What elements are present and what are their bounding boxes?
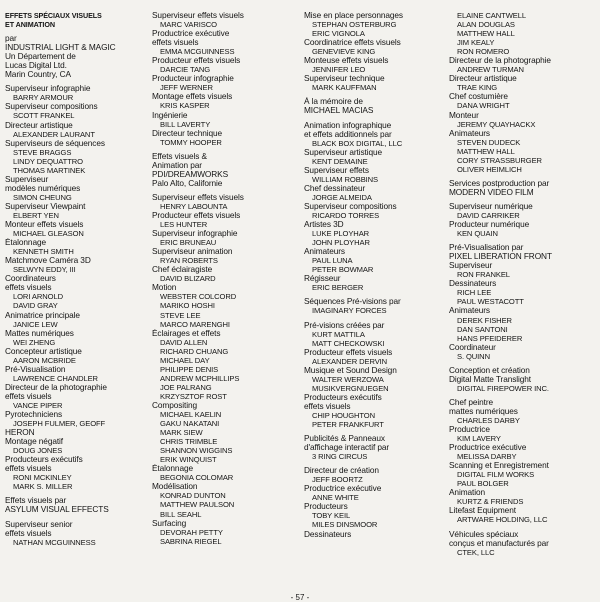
credit-role: Superviseur compositions bbox=[304, 201, 397, 211]
section-heading: ET ANIMATION bbox=[5, 20, 55, 30]
credit-role: Dessinateurs bbox=[304, 529, 352, 539]
credit-role: Chef peintre bbox=[449, 397, 493, 407]
credit-name: IMAGINARY FORCES bbox=[312, 306, 387, 316]
credit-name: DAVID BLIZARD bbox=[160, 274, 216, 284]
credit-name: MATTHEW HALL bbox=[457, 146, 515, 156]
credit-role: Animatrice principale bbox=[5, 310, 80, 320]
credit-name: TRAE KING bbox=[457, 83, 498, 93]
credit-text: MODERN VIDEO FILM bbox=[449, 187, 534, 197]
credit-role: Motion bbox=[152, 283, 177, 293]
credit-role: Producteurs exécutifs bbox=[304, 392, 382, 402]
credit-name: MARC VARISCO bbox=[160, 20, 217, 30]
credit-name: ALEXANDER DERVIN bbox=[312, 356, 388, 366]
credit-name: SIMON CHEUNG bbox=[13, 192, 72, 202]
credit-role: Producteurs exécutifs bbox=[5, 455, 83, 465]
credit-name: WALTER WERZOWA bbox=[312, 374, 384, 384]
credit-name: JENNIFER LEO bbox=[312, 65, 366, 75]
credit-role: effets visuels bbox=[304, 401, 351, 411]
credit-name: MILES DINSMOOR bbox=[312, 520, 378, 530]
credit-name: RICH LEE bbox=[457, 288, 492, 298]
credit-name: ERIC VIGNOLA bbox=[312, 29, 365, 39]
credit-name: MUSIKVERGNUEGEN bbox=[312, 383, 389, 393]
credit-role: effets visuels bbox=[5, 528, 52, 538]
credit-role: Régisseur bbox=[304, 274, 341, 284]
credit-role: Montage effets visuels bbox=[152, 92, 233, 102]
credit-role: modèles numériques bbox=[5, 183, 81, 193]
credit-name: KRZYSZTOF ROST bbox=[160, 391, 227, 401]
credit-name: BARRY ARMOUR bbox=[13, 93, 74, 103]
credit-name: PETER BOWMAR bbox=[312, 265, 374, 275]
credit-name: S. QUINN bbox=[457, 351, 490, 361]
credit-text: MICHAEL MACIAS bbox=[304, 106, 374, 116]
credit-name: PAUL BOLGER bbox=[457, 479, 509, 489]
credit-role: effets visuels bbox=[152, 38, 199, 48]
credit-role: effets visuels bbox=[5, 391, 52, 401]
credit-role: Dessinateurs bbox=[449, 279, 497, 289]
credit-name: PETER FRANKFURT bbox=[312, 420, 384, 430]
credit-role: Pré-Visualisation bbox=[5, 364, 66, 374]
credit-role: Superviseur infographie bbox=[5, 84, 91, 94]
credit-role: Musique et Sound Design bbox=[304, 365, 397, 375]
credit-role: Pyrotechniciens bbox=[5, 410, 63, 420]
credit-role: Productrice bbox=[449, 425, 490, 435]
credit-role: Monteur effets visuels bbox=[5, 220, 84, 230]
credit-name: DEVORAH PETTY bbox=[160, 527, 223, 537]
credit-name: JOSEPH FULMER, GEOFF bbox=[13, 419, 106, 429]
credit-role: Chef dessinateur bbox=[304, 183, 366, 193]
credit-role: Animateurs bbox=[449, 306, 490, 316]
credit-name: MARCO MARENGHI bbox=[160, 319, 230, 329]
credit-name: MICHAEL DAY bbox=[160, 355, 210, 365]
credit-name: DANA WRIGHT bbox=[457, 101, 510, 111]
credit-name: CHRIS TRIMBLE bbox=[160, 437, 218, 447]
credit-name: 3 RING CIRCUS bbox=[312, 452, 368, 462]
credit-name: DIGITAL FIREPOWER INC. bbox=[457, 383, 549, 393]
credit-role: Superviseur effets visuels bbox=[152, 192, 244, 202]
credit-name: ARTWARE HOLDING, LLC bbox=[457, 515, 548, 525]
credit-name: ERIC BERGER bbox=[312, 283, 364, 293]
credit-role: Producteur effets visuels bbox=[152, 210, 241, 220]
credit-name: DAVID GRAY bbox=[13, 301, 58, 311]
credit-role: Productrice exécutive bbox=[449, 443, 527, 453]
credit-role: Producteur effets visuels bbox=[152, 56, 241, 66]
credit-role: Animateurs bbox=[449, 128, 490, 138]
credit-name: MARK SIEW bbox=[160, 428, 203, 438]
credit-role: Ingénierie bbox=[152, 110, 188, 120]
credit-role: Directeur de la photographie bbox=[449, 56, 551, 66]
credit-role: Superviseur bbox=[449, 261, 493, 271]
credit-role: Superviseur infographie bbox=[152, 229, 238, 239]
credit-name: JEFF WERNER bbox=[160, 83, 213, 93]
credit-name: MARK S. MILLER bbox=[13, 482, 73, 492]
credit-name: BEGONIA COLOMAR bbox=[160, 473, 234, 483]
credit-name: RICARDO TORRES bbox=[312, 210, 380, 220]
credit-role: Artistes 3D bbox=[304, 220, 344, 230]
credit-name: JEREMY QUAYHACKX bbox=[457, 119, 536, 129]
credit-name: TOBY KEIL bbox=[312, 511, 351, 521]
credit-role: Éclairages et effets bbox=[152, 328, 221, 338]
credit-role: Superviseur Viewpaint bbox=[5, 201, 86, 211]
credit-name: GAKU NAKATANI bbox=[160, 419, 220, 429]
credit-role: Superviseur effets visuels bbox=[152, 11, 244, 20]
credit-role: Effets visuels & bbox=[152, 151, 207, 161]
credit-name: MARK KAUFFMAN bbox=[312, 83, 377, 93]
credit-name: MELISSA DARBY bbox=[457, 452, 517, 462]
credit-name: BILL SEAHL bbox=[160, 509, 202, 519]
credit-name: RONI MCKINLEY bbox=[13, 473, 72, 483]
credit-name: WILLIAM ROBBINS bbox=[312, 174, 379, 184]
credits-column-1 bbox=[5, 11, 147, 547]
credit-role: Matchmove Caméra 3D bbox=[5, 256, 91, 266]
credit-name: AARON MCBRIDE bbox=[13, 355, 76, 365]
credit-name: ELAINE CANTWELL bbox=[457, 11, 526, 20]
credit-name: RON ROMERO bbox=[457, 47, 510, 57]
credit-role: Superviseurs de séquences bbox=[5, 138, 105, 148]
credit-name: ANDREW TURMAN bbox=[457, 65, 524, 75]
credit-role: Publicités & Panneaux bbox=[304, 434, 385, 444]
credit-role: Coordinateur bbox=[449, 342, 496, 352]
credit-role: Productrice exécutive bbox=[152, 29, 230, 39]
credit-text: Lucas Digital Ltd. bbox=[5, 61, 67, 71]
credit-role: conçus et manufacturés par bbox=[449, 538, 549, 548]
credit-role: Productrice exécutive bbox=[304, 484, 382, 494]
credit-role: Pré-Visualisation par bbox=[449, 243, 524, 253]
credit-text: Un Département de bbox=[5, 52, 76, 62]
credit-role: Pré-visions créées par bbox=[304, 320, 385, 330]
credit-role: Superviseur effets bbox=[304, 165, 369, 175]
credit-name: ERIC BRUNEAU bbox=[160, 238, 217, 248]
credit-role: Chef éclairagiste bbox=[152, 265, 213, 275]
credit-role: Chef costumière bbox=[449, 92, 508, 102]
credit-name: DAVID CARRIKER bbox=[457, 210, 520, 220]
credit-role: et effets additionnels par bbox=[304, 129, 392, 139]
credit-role: Superviseur technique bbox=[304, 74, 385, 84]
credit-name: ANNE WHITE bbox=[312, 493, 359, 503]
credit-name: HENRY LABOUNTA bbox=[160, 201, 228, 211]
credit-role: Animation par bbox=[152, 160, 202, 170]
credit-name: KEN QUAIN bbox=[457, 229, 498, 239]
credit-role: Coordinateurs bbox=[5, 274, 56, 284]
credit-name: SHANNON WIGGINS bbox=[160, 446, 233, 456]
credit-text: par bbox=[5, 34, 17, 44]
credit-name: BLACK BOX DIGITAL, LLC bbox=[312, 138, 403, 148]
credit-name: DEREK FISHER bbox=[457, 315, 512, 325]
credit-role: Séquences Pré-visions par bbox=[304, 297, 401, 307]
credit-role: Directeur de la photographie bbox=[5, 382, 107, 392]
credit-text: Palo Alto, Californie bbox=[152, 178, 223, 188]
credit-name: GENEVIEVE KING bbox=[312, 47, 376, 57]
credit-role: Superviseur bbox=[5, 174, 49, 184]
credit-name: JOHN PLOYHAR bbox=[312, 238, 370, 248]
credit-name: DIGITAL FILM WORKS bbox=[457, 470, 535, 480]
credit-name: JIM KEALY bbox=[457, 38, 495, 48]
credit-name: BILL LAVERTY bbox=[160, 119, 211, 129]
credit-name: DAN SANTONI bbox=[457, 324, 508, 334]
credit-role: Directeur de création bbox=[304, 466, 379, 476]
credit-role: Superviseur compositions bbox=[5, 102, 98, 112]
credit-text: HERON bbox=[5, 428, 35, 438]
credit-name: JOE PALRANG bbox=[160, 382, 212, 392]
credit-name: MATT CHECKOWSKI bbox=[312, 338, 385, 348]
credit-name: KENT DEMAINE bbox=[312, 156, 368, 166]
credit-name: STEVE LEE bbox=[160, 310, 201, 320]
credit-name: SCOTT FRANKEL bbox=[13, 111, 75, 121]
credit-text: INDUSTRIAL LIGHT & MAGIC bbox=[5, 43, 116, 53]
credit-name: RON FRANKEL bbox=[457, 270, 510, 280]
credit-name: WEI ZHENG bbox=[13, 337, 56, 347]
credit-name: NATHAN MCGUINNESS bbox=[13, 537, 96, 547]
credit-role: Producteurs bbox=[304, 502, 348, 512]
credit-name: KURTZ & FRIENDS bbox=[457, 497, 524, 507]
credit-role: Services postproduction par bbox=[449, 178, 550, 188]
credit-name: VANCE PIPER bbox=[13, 400, 63, 410]
section-heading: EFFETS SPÉCIAUX VISUELS bbox=[5, 11, 102, 20]
credit-role: Monteur bbox=[449, 110, 479, 120]
credits-column-3 bbox=[304, 11, 446, 539]
credit-name: WEBSTER COLCORD bbox=[160, 292, 237, 302]
credit-role: Mattes numériques bbox=[5, 328, 74, 338]
credit-name: STEPHAN OSTERBURG bbox=[312, 20, 397, 30]
credit-name: LINDY DEQUATTRO bbox=[13, 156, 83, 166]
credit-role: Montage négatif bbox=[5, 437, 64, 447]
credit-name: MICHAEL GLEASON bbox=[13, 229, 84, 239]
credit-name: DARCIE TANG bbox=[160, 65, 211, 75]
credit-text: Marin Country, CA bbox=[5, 70, 71, 80]
credit-name: ELBERT YEN bbox=[13, 210, 59, 220]
credit-name: MATTHEW HALL bbox=[457, 29, 515, 39]
credit-name: LUKE PLOYHAR bbox=[312, 229, 370, 239]
credit-role: Conception et création bbox=[449, 365, 530, 375]
credit-name: STEVE BRAGGS bbox=[13, 147, 72, 157]
credit-role: Superviseur artistique bbox=[304, 147, 383, 157]
credit-role: Superviseur numérique bbox=[449, 201, 533, 211]
credit-role: Producteur effets visuels bbox=[304, 347, 393, 357]
credit-role: Effets visuels par bbox=[5, 496, 67, 506]
credit-name: JANICE LEW bbox=[13, 319, 58, 329]
credit-text: PIXEL LIBERATION FRONT bbox=[449, 252, 552, 262]
credit-role: Producteur infographie bbox=[152, 74, 234, 84]
credit-name: DOUG JONES bbox=[13, 446, 63, 456]
credit-role: Compositing bbox=[152, 400, 198, 410]
credit-name: KRIS KASPER bbox=[160, 101, 210, 111]
credit-name: DAVID ALLEN bbox=[160, 337, 208, 347]
credit-role: Animation bbox=[449, 488, 485, 498]
credit-name: JORGE ALMEIDA bbox=[312, 192, 372, 202]
credit-role: d'affichage interactif par bbox=[304, 443, 390, 453]
credit-name: HANS PFEIDERER bbox=[457, 333, 523, 343]
credit-name: CORY STRASSBURGER bbox=[457, 155, 542, 165]
credit-role: Directeur technique bbox=[152, 128, 223, 138]
credits-column-2 bbox=[152, 11, 294, 546]
credit-name: ERIK WINQUIST bbox=[160, 455, 217, 465]
credit-name: PAUL LUNA bbox=[312, 256, 353, 266]
credit-role: Scanning et Enregistrement bbox=[449, 461, 549, 471]
credit-role: Étalonnage bbox=[5, 238, 46, 248]
credit-text: PDI/DREAMWORKS bbox=[152, 169, 229, 179]
credit-name: THOMAS MARTINEK bbox=[13, 165, 86, 175]
credit-name: OLIVER HEIMLICH bbox=[457, 164, 522, 174]
credit-role: À la mémoire de bbox=[304, 97, 363, 107]
credit-role: effets visuels bbox=[5, 283, 52, 293]
credit-role: Superviseur animation bbox=[152, 247, 233, 257]
credit-name: KURT MATTILA bbox=[312, 329, 365, 339]
credit-name: LAWRENCE CHANDLER bbox=[13, 373, 98, 383]
credit-name: ANDREW MCPHILLIPS bbox=[160, 373, 240, 383]
credit-role: mattes numériques bbox=[449, 406, 518, 416]
credit-name: STEVEN DUDECK bbox=[457, 137, 521, 147]
credit-role: Modélisation bbox=[152, 482, 198, 492]
credit-name: KONRAD DUNTON bbox=[160, 491, 226, 501]
credit-name: MARIKO HOSHI bbox=[160, 301, 215, 311]
credit-name: KENNETH SMITH bbox=[13, 247, 74, 257]
credit-name: LES HUNTER bbox=[160, 220, 208, 230]
credit-role: Litefast Equipment bbox=[449, 506, 516, 516]
credit-role: Directeur artistique bbox=[5, 120, 73, 130]
credit-name: PHILIPPE DENIS bbox=[160, 364, 219, 374]
credit-role: Mise en place personnages bbox=[304, 11, 403, 20]
credit-name: TOMMY HOOPER bbox=[160, 137, 222, 147]
credit-role: Monteuse effets visuels bbox=[304, 56, 389, 66]
credit-role: Digital Matte Translight bbox=[449, 374, 531, 384]
credit-name: SELWYN EDDY, III bbox=[13, 265, 76, 275]
credit-role: Directeur artistique bbox=[449, 74, 517, 84]
credit-name: RYAN ROBERTS bbox=[160, 256, 218, 266]
credit-text: ASYLUM VISUAL EFFECTS bbox=[5, 505, 109, 515]
credit-name: CTEK, LLC bbox=[457, 547, 495, 557]
page-number: - 57 - bbox=[290, 593, 310, 602]
credit-role: Surfacing bbox=[152, 518, 187, 528]
credit-role: Animateurs bbox=[304, 247, 345, 257]
credit-name: ALEXANDER LAURANT bbox=[13, 129, 95, 139]
credit-role: effets visuels bbox=[5, 464, 52, 474]
credit-role: Animation infographique bbox=[304, 120, 392, 130]
credit-name: CHIP HOUGHTON bbox=[312, 410, 375, 420]
credit-role: Étalonnage bbox=[152, 464, 193, 474]
credit-name: PAUL WESTACOTT bbox=[457, 297, 524, 307]
credits-column-4 bbox=[449, 11, 591, 557]
credit-name: EMMA MCGUINNESS bbox=[160, 47, 235, 57]
credit-name: CHARLES DARBY bbox=[457, 415, 520, 425]
credit-name: KIM LAVERY bbox=[457, 434, 501, 444]
credit-role: Concepteur artistique bbox=[5, 346, 82, 356]
credit-role: Véhicules spéciaux bbox=[449, 529, 519, 539]
credit-name: MATTHEW PAULSON bbox=[160, 500, 235, 510]
credit-name: MICHAEL KAELIN bbox=[160, 410, 222, 420]
credit-role: Superviseur senior bbox=[5, 519, 73, 529]
credit-role: Coordinatrice effets visuels bbox=[304, 38, 401, 48]
credit-role: Producteur numérique bbox=[449, 220, 530, 230]
credit-name: RICHARD CHUANG bbox=[160, 346, 229, 356]
credit-name: LORI ARNOLD bbox=[13, 292, 63, 302]
credit-name: SABRINA RIEGEL bbox=[160, 536, 222, 546]
credit-name: ALAN DOUGLAS bbox=[457, 20, 515, 30]
credit-name: JEFF BOORTZ bbox=[312, 475, 363, 485]
